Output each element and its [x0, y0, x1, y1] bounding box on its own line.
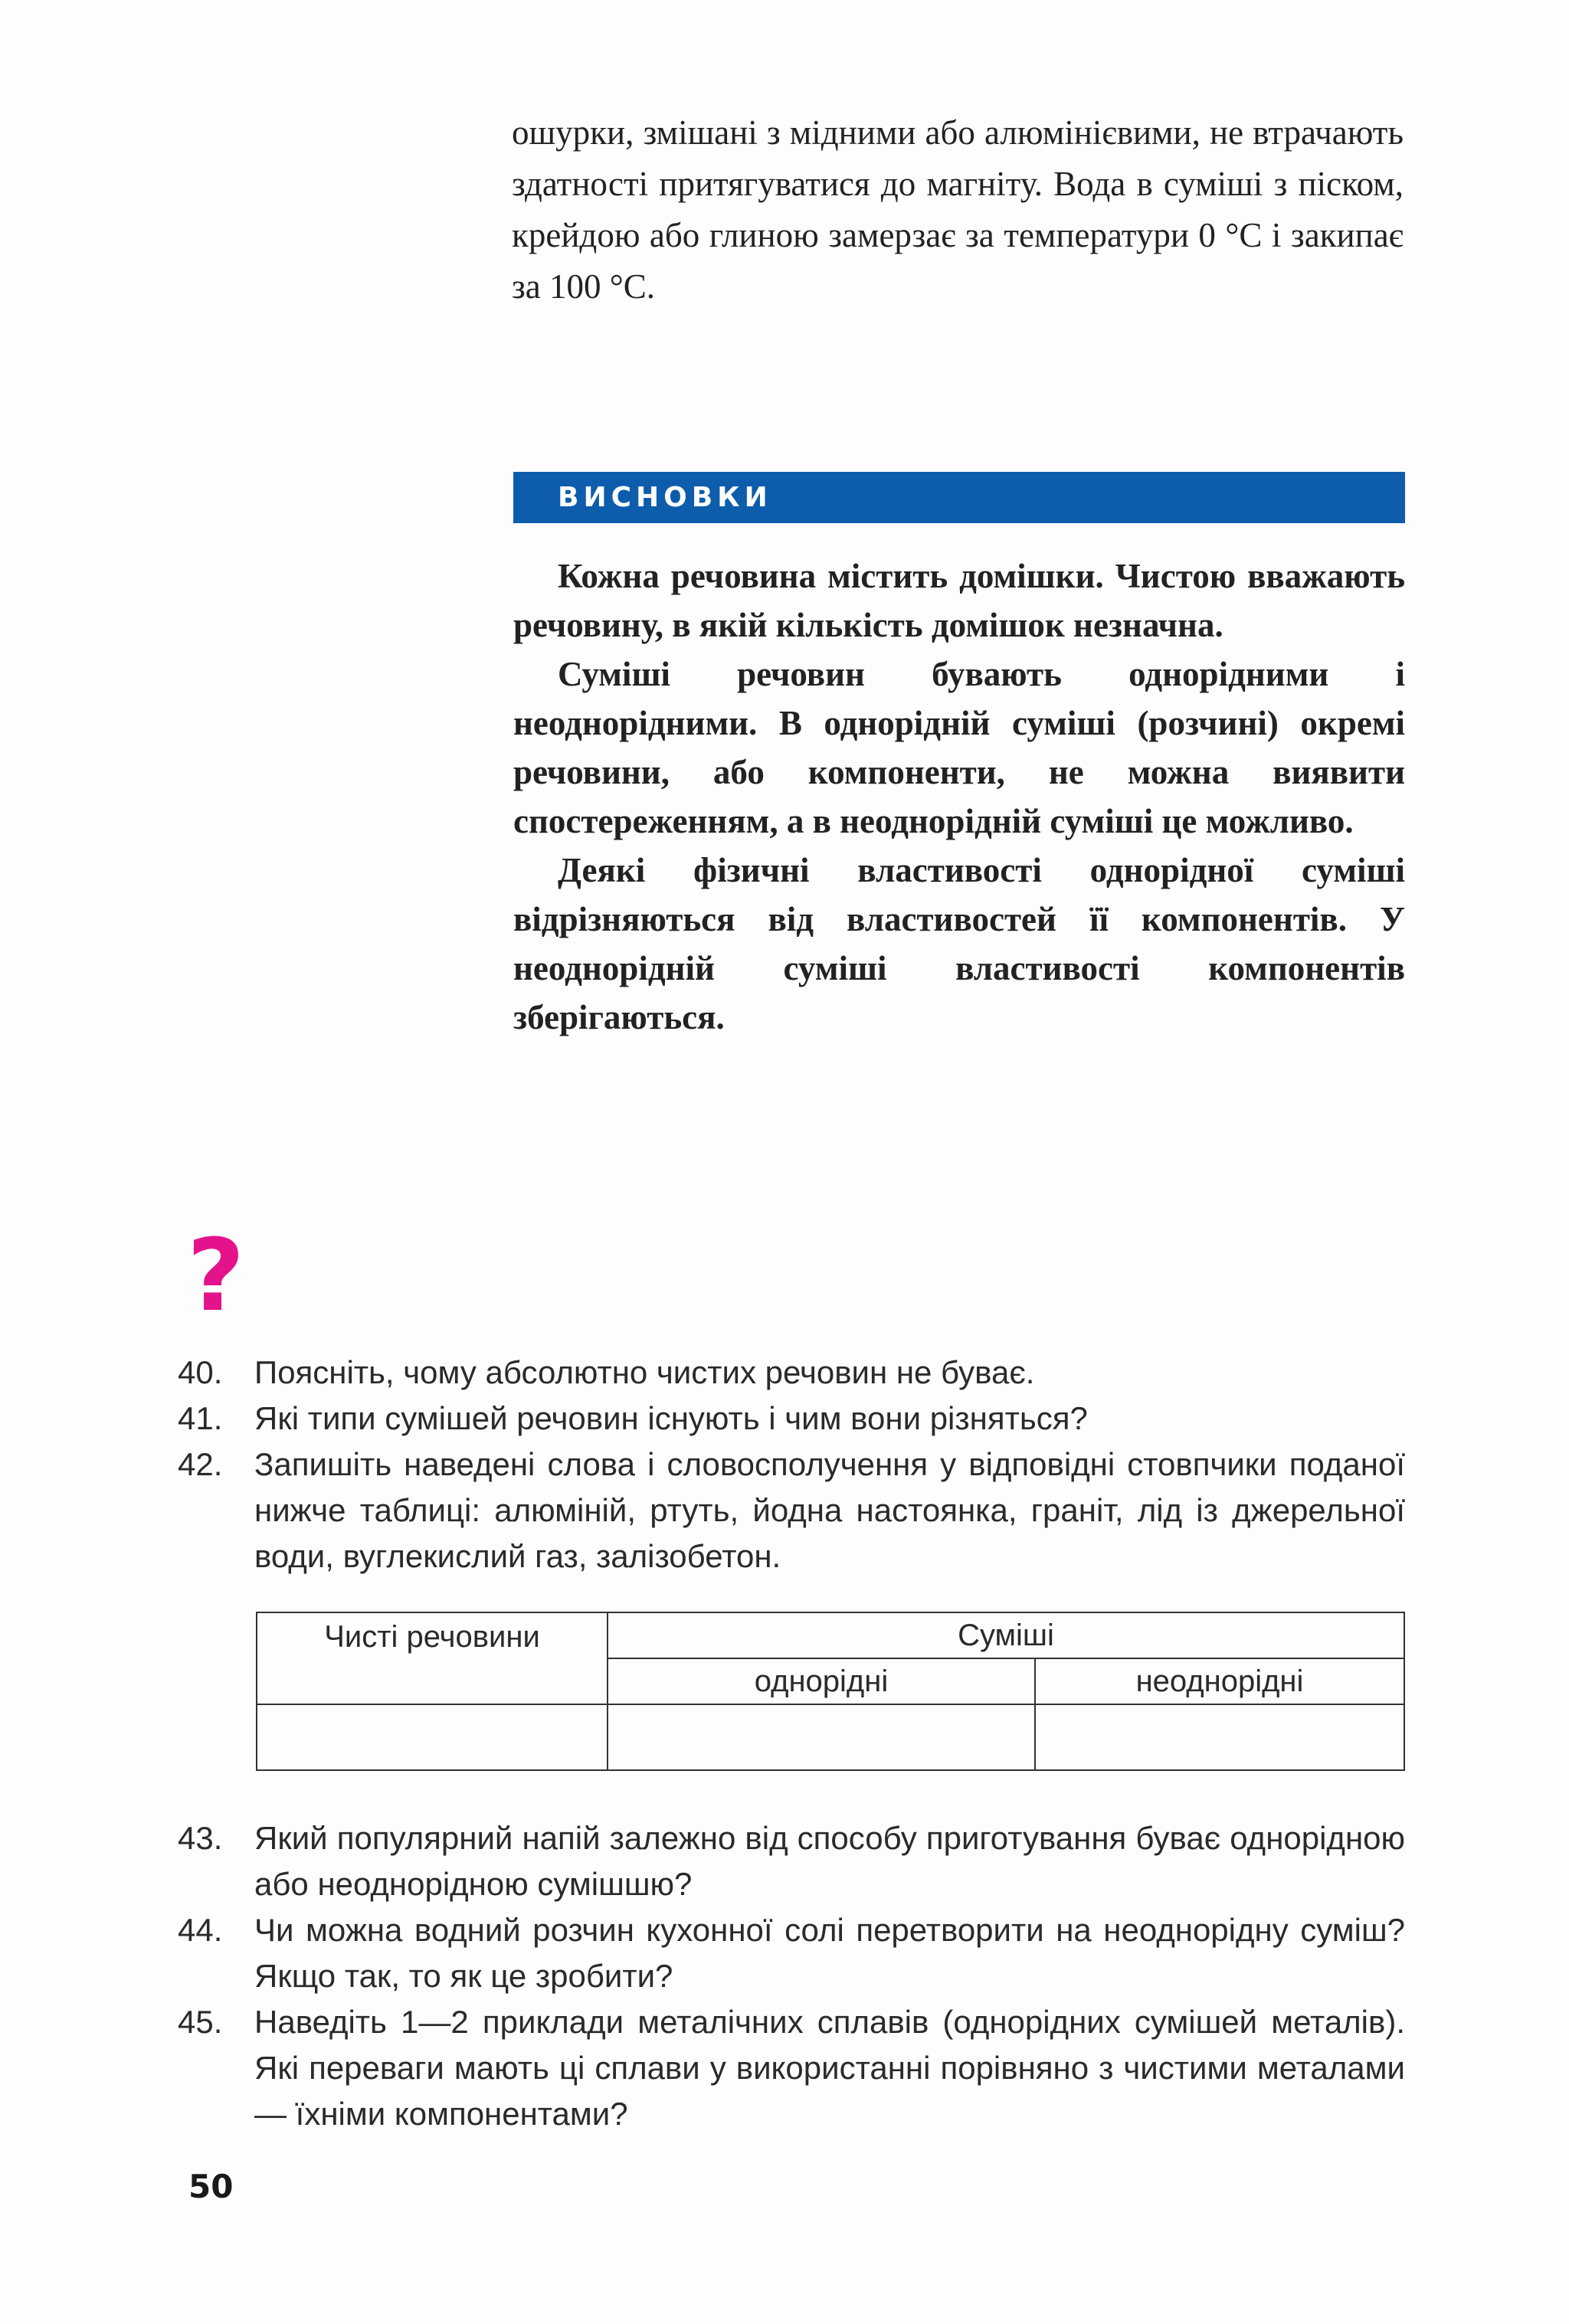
question-text: Наведіть 1—2 приклади металічних сплавів (однорідних сумішей металів). Які переваги мають ці сплави у використанні порівняно з чистими металами — їхніми компонентами?: [254, 2004, 1405, 2132]
page-number: 50: [188, 2168, 234, 2205]
question-number: 42.: [178, 1446, 223, 1482]
intro-paragraph: ошурки, змішані з мідними або алюмінієвими, не втрачають здатності притягуватися до магніту. Вода в суміші з піском, крейдою або глиною замерзає за температури 0 °С і закипає за 100 °С.: [512, 113, 1404, 306]
question-item: [178, 1815, 1405, 1907]
question-number: 44.: [178, 1912, 223, 1948]
conclusion-paragraph: Кожна речовина містить домішки. Чистою вважають речовину, в якій кількість домішок незначна.: [513, 557, 1405, 644]
table-header-row: [257, 1612, 1404, 1658]
question-text: Чи можна водний розчин кухонної солі перетворити на неоднорідну суміш? Якщо так, то як це зробити?: [254, 1912, 1405, 1994]
question-item: [178, 1907, 1405, 1999]
conclusion-paragraph: Суміші речовин бувають однорідними і неоднорідними. В однорідній суміші (розчині) окремі речовини, або компоненти, не можна виявити спостереженням, а в неоднорідній суміші це можливо.: [513, 655, 1405, 840]
conclusions-title: ВИСНОВКИ: [558, 482, 772, 513]
question-number: 43.: [178, 1820, 223, 1856]
question-text: Поясніть, чому абсолютно чистих речовин не буває.: [254, 1354, 1035, 1390]
table-cell[interactable]: [1035, 1704, 1404, 1770]
question-text: Який популярний напій залежно від способу приготування буває однорідною або неоднорідною сумішшю?: [254, 1820, 1405, 1902]
question-number: 45.: [178, 2004, 223, 2040]
questions-list: [178, 1350, 1405, 1579]
table-cell[interactable]: [608, 1704, 1035, 1770]
question-item: [178, 1350, 1405, 1396]
table-cell[interactable]: [257, 1704, 608, 1770]
header-mixtures: Суміші: [608, 1612, 1404, 1658]
table-row: [257, 1704, 1404, 1770]
conclusions-body: [513, 552, 1405, 1042]
question-item: [178, 1396, 1405, 1442]
question-text: Які типи сумішей речовин існують і чим вони різняться?: [254, 1400, 1088, 1436]
question-number: 40.: [178, 1354, 223, 1390]
question-number: 41.: [178, 1400, 223, 1436]
question-item: [178, 1999, 1405, 2137]
question-item: [178, 1442, 1405, 1579]
question-mark-icon: ?: [187, 1217, 245, 1334]
header-pure-substances: Чисті речовини: [257, 1612, 608, 1704]
question-text: Запишіть наведені слова і словосполучення у відповідні стовпчики поданої нижче таблиці: алюміній, ртуть, йодна настоянка, граніт, лід із джерельної води, вуглекислий газ, залізобетон.: [254, 1446, 1405, 1574]
questions-list: [178, 1815, 1405, 2137]
conclusion-paragraph: Деякі фізичні властивості однорідної суміші відрізняються від властивостей її компонентів. У неоднорідній суміші властивості компонентів зберігаються.: [513, 851, 1405, 1036]
substances-table: [256, 1612, 1405, 1771]
header-heterogeneous: неоднорідні: [1035, 1658, 1404, 1704]
header-homogeneous: однорідні: [608, 1658, 1035, 1704]
conclusions-header: [513, 472, 1405, 523]
